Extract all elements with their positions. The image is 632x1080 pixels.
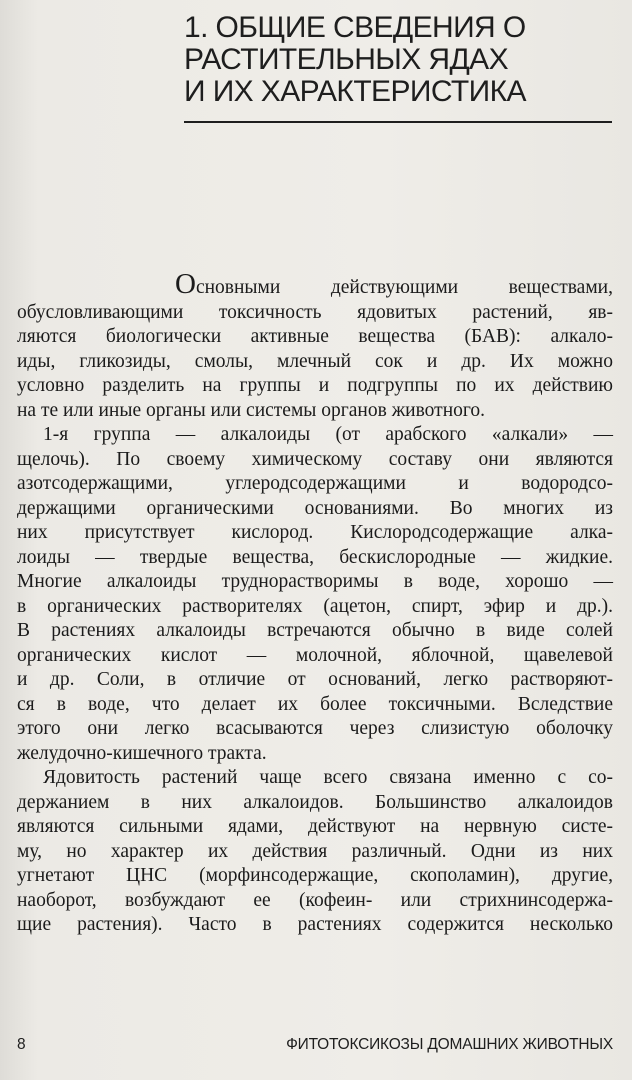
text-line: желудочно-кишечного тракта. — [17, 742, 267, 764]
paragraph-intro — [17, 268, 613, 423]
text-line: них присутствует кислород. Кислородсодержащие алка- — [17, 522, 613, 543]
paragraph-toxicity — [17, 766, 613, 938]
text-line: В растениях алкалоиды встречаются обычно в виде солей — [17, 620, 613, 641]
heading-underline-rule — [184, 121, 612, 123]
text-line: щелочь). По своему химическому составу они являются — [17, 448, 613, 470]
text-line: азотсодержащими, углеродсодержащими и водородсо- — [17, 473, 613, 494]
text-line — [17, 268, 613, 301]
text-line: этого они легко всасываются через слизистую оболочку — [17, 718, 613, 739]
page-footer — [17, 1036, 613, 1060]
text-line: в органических растворителях (ацетон, спирт, эфир и др.). — [17, 595, 613, 617]
chapter-heading-line: РАСТИТЕЛЬНЫХ ЯДАХ — [184, 43, 508, 76]
text-line: органических кислот — молочной, яблочной, щавелевой — [17, 644, 613, 666]
paragraph-alkaloids — [17, 423, 613, 766]
text-line: и др. Соли, в отличие от оснований, легко растворяют- — [17, 669, 613, 690]
text-line: щие растения). Часто в растениях содержится несколько — [17, 914, 613, 935]
text-line: держащими органическими основаниями. Во многих из — [17, 497, 613, 519]
chapter-heading-line: И ИХ ХАРАКТЕРИСТИКА — [184, 75, 526, 108]
text-line: иды, гликозиды, смолы, млечный сок и др. Их можно — [17, 350, 613, 372]
text-line-content: сновными действующими веществами, — [195, 277, 613, 298]
text-line: 1-я группа — алкалоиды (от арабского «алкали» — — [43, 424, 613, 445]
text-line: му, но характер их действия различный. Одни из них — [17, 840, 613, 862]
running-title: ФИТОТОКСИКОЗЫ ДОМАШНИХ ЖИВОТНЫХ — [286, 1036, 613, 1053]
text-line: ляются биологически активные вещества (БАВ): алкало- — [17, 326, 613, 347]
text-line: являются сильными ядами, действуют на нервную систе- — [17, 816, 613, 837]
text-line: Ядовитость растений чаще всего связана именно с со- — [43, 767, 613, 788]
chapter-heading-line: 1. ОБЩИЕ СВЕДЕНИЯ О — [184, 11, 526, 44]
page-number: 8 — [17, 1036, 26, 1053]
text-line: Многие алкалоиды труднорастворимы в воде, хорошо — — [17, 571, 613, 592]
chapter-heading — [184, 12, 614, 108]
text-line: держанием в них алкалоидов. Большинство алкалоидов — [17, 791, 613, 813]
text-line: условно разделить на группы и подгруппы по их действию — [17, 375, 613, 396]
text-line: на те или иные органы или системы органов животного. — [17, 399, 486, 421]
body-text — [17, 268, 613, 938]
text-line: наоборот, возбуждают ее (кофеин- или стрихнинсодержа- — [17, 889, 613, 911]
drop-cap-letter: О — [175, 268, 196, 300]
text-line: ся в воде, что делает их более токсичными. Вследствие — [17, 693, 613, 715]
text-line: угнетают ЦНС (морфинсодержащие, скополамин), другие, — [17, 865, 613, 886]
text-line: лоиды — твердые вещества, бескислородные — жидкие. — [17, 546, 613, 568]
text-line: обусловливающими токсичность ядовитых растений, яв- — [17, 301, 613, 323]
